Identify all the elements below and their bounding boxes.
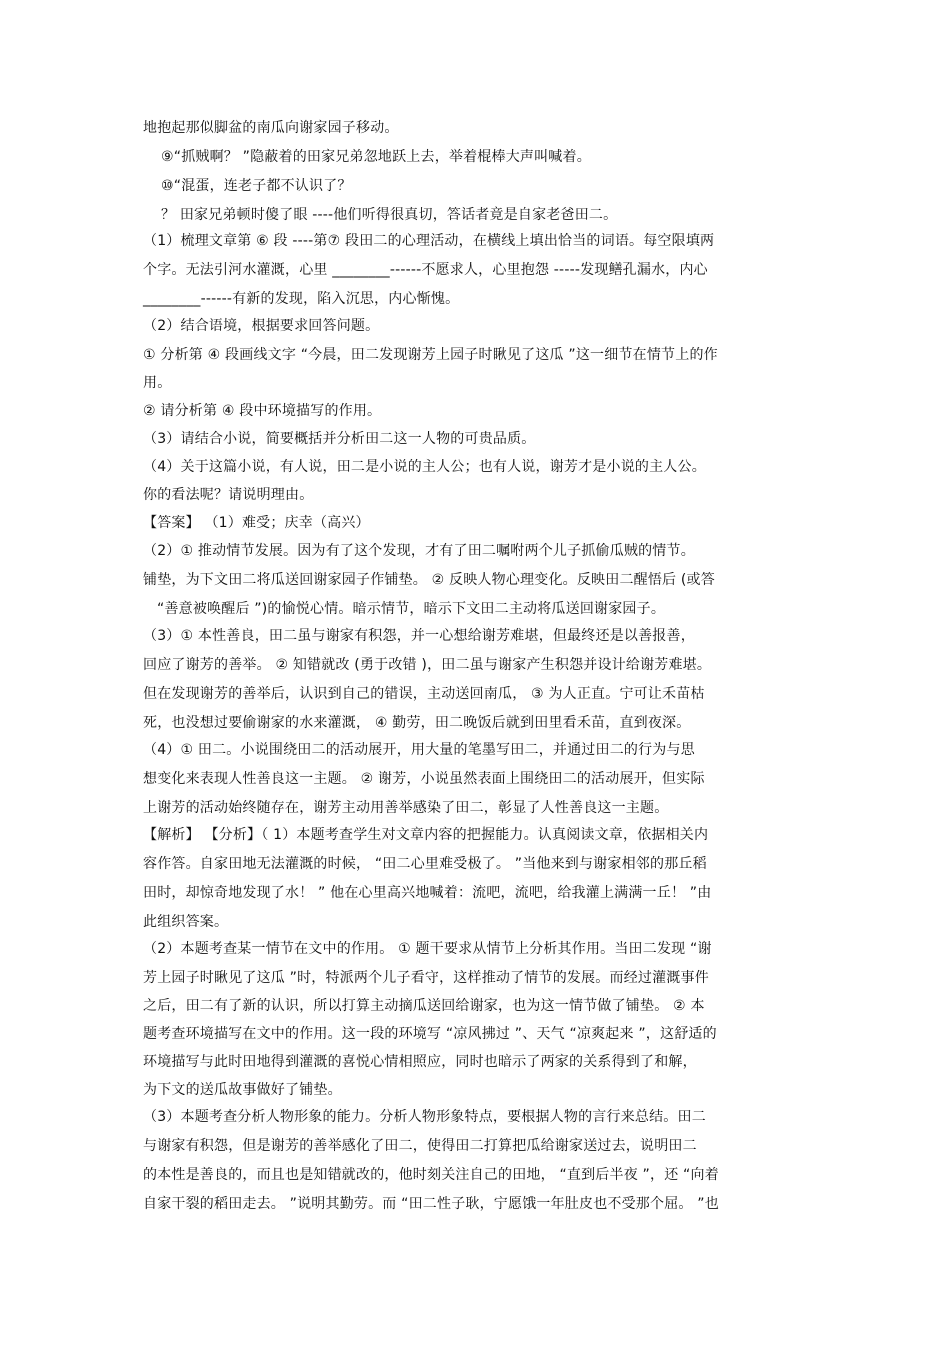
text-line: 你的看法呢？请说明理由。 bbox=[143, 487, 314, 503]
text-line: “善意被唤醒后 ”)的愉悦心情。暗示情节，暗示下文田二主动将瓜送回谢家园子。 bbox=[157, 601, 666, 617]
text-line: 与谢家有积怨，但是谢芳的善举感化了田二，使得田二打算把瓜给谢家送过去，说明田二 bbox=[143, 1138, 697, 1154]
text-line: （3）本题考查分析人物形象的能力。分析人物形象特点，要根据人物的言行来总结。田二 bbox=[143, 1109, 706, 1125]
text-line: ② 请分析第 ④ 段中环境描写的作用。 bbox=[143, 403, 382, 419]
text-line: 之后，田二有了新的认识，所以打算主动摘瓜送回给谢家，也为这一情节做了铺垫。 ② 本 bbox=[143, 998, 705, 1014]
text-line: （2）① 推动情节发展。因为有了这个发现，才有了田二嘱咐两个儿子抓偷瓜贼的情节。 bbox=[143, 543, 695, 559]
text-line: 但在发现谢芳的善举后，认识到自己的错误，主动送回南瓜， ③ 为人正直。宁可让禾苗枯 bbox=[143, 686, 705, 702]
text-line: 回应了谢芳的善举。 ② 知错就改 (勇于改错 )，田二虽与谢家产生积怨并设计给谢芳难堪。 bbox=[143, 657, 712, 673]
text-line: 的本性是善良的，而且也是知错就改的，他时刻关注自己的田地， “直到后半夜 ”，还 “向着 bbox=[143, 1167, 719, 1183]
text-line: 此组织答案。 bbox=[143, 914, 229, 930]
text-line: （1）梳理文章第 ⑥ 段 ----第⑦ 段田二的心理活动，在横线上填出恰当的词语。每空限填两 bbox=[143, 233, 715, 249]
text-line: 【答案】 （1）难受；庆幸（高兴） bbox=[143, 515, 370, 531]
text-line: 环境描写与此时田地得到灌溉的喜悦心情相照应，同时也暗示了两家的关系得到了和解， bbox=[143, 1054, 697, 1070]
text-line: 田时，却惊奇地发现了水！ ” 他在心里高兴地喊着：流吧，流吧，给我灌上满满一丘！ ”由 bbox=[143, 885, 712, 901]
text-line: （4）关于这篇小说，有人说，田二是小说的主人公；也有人说，谢芳才是小说的主人公。 bbox=[143, 459, 706, 475]
text-line: 想变化来表现人性善良这一主题。 ② 谢芳，小说虽然表面上围绕田二的活动展开，但实际 bbox=[143, 771, 705, 787]
text-line: 自家干裂的稻田走去。 ”说明其勤劳。而 “田二性子耿，宁愿饿一年肚皮也不受那个屈。 ”也 bbox=[143, 1196, 719, 1212]
text-line: ⑨“抓贼啊？ ”隐蔽着的田家兄弟忽地跃上去，举着棍棒大声叫喊着。 bbox=[161, 149, 591, 165]
text-line: ？ 田家兄弟顿时傻了眼 ----他们听得很真切，答话者竟是自家老爸田二。 bbox=[161, 207, 618, 223]
text-line: 死，也没想过要偷谢家的水来灌溉， ④ 勤劳，田二晚饭后就到田里看禾苗，直到夜深。 bbox=[143, 715, 691, 731]
text-line: ________------有新的发现，陷入沉思，内心惭愧。 bbox=[143, 291, 460, 307]
text-line: 用。 bbox=[143, 375, 172, 391]
text-line: （3）请结合小说，简要概括并分析田二这一人物的可贵品质。 bbox=[143, 431, 536, 447]
text-line: ⑩“混蛋，连老子都不认识了？ bbox=[161, 178, 352, 194]
text-line: 芳上园子时瞅见了这瓜 ”时，特派两个儿子看守，这样推动了情节的发展。而经过灌溉事件 bbox=[143, 970, 709, 986]
text-line: （4）① 田二。小说围绕田二的活动展开，用大量的笔墨写田二，并通过田二的行为与思 bbox=[143, 742, 695, 758]
text-line: （3）① 本性善良，田二虽与谢家有积怨，并一心想给谢芳难堪，但最终还是以善报善， bbox=[143, 628, 695, 644]
text-line: 题考查环境描写在文中的作用。这一段的环境写 “凉风拂过 ”、天气 “凉爽起来 ”，这舒适的 bbox=[143, 1026, 717, 1042]
text-line: 地抱起那似脚盆的南瓜向谢家园子移动。 bbox=[143, 120, 399, 136]
text-line: 上谢芳的活动始终随存在，谢芳主动用善举感染了田二，彰显了人性善良这一主题。 bbox=[143, 800, 669, 816]
text-line: 为下文的送瓜故事做好了铺垫。 bbox=[143, 1082, 342, 1098]
text-line: （2）本题考查某一情节在文中的作用。 ① 题干要求从情节上分析其作用。当田二发现 “谢 bbox=[143, 941, 712, 957]
text-line: （2）结合语境，根据要求回答问题。 bbox=[143, 318, 380, 334]
text-line: 容作答。自家田地无法灌溉的时候， “田二心里难受极了。 ”当他来到与谢家相邻的那丘稻 bbox=[143, 856, 707, 872]
text-line: ① 分析第 ④ 段画线文字 “今晨，田二发现谢芳上园子时瞅见了这瓜 ”这一细节在情节上的作 bbox=[143, 347, 718, 363]
text-line: 铺垫，为下文田二将瓜送回谢家园子作铺垫。 ② 反映人物心理变化。反映田二醒悟后 (或答 bbox=[143, 572, 715, 588]
text-line: 【解析】 【分析】（ 1）本题考查学生对文章内容的把握能力。认真阅读文章，依据相关内 bbox=[143, 827, 709, 843]
text-line: 个字。无法引河水灌溉，心里 ________------不愿求人，心里抱怨 -----发现鳝孔漏水，内心 bbox=[143, 262, 708, 278]
